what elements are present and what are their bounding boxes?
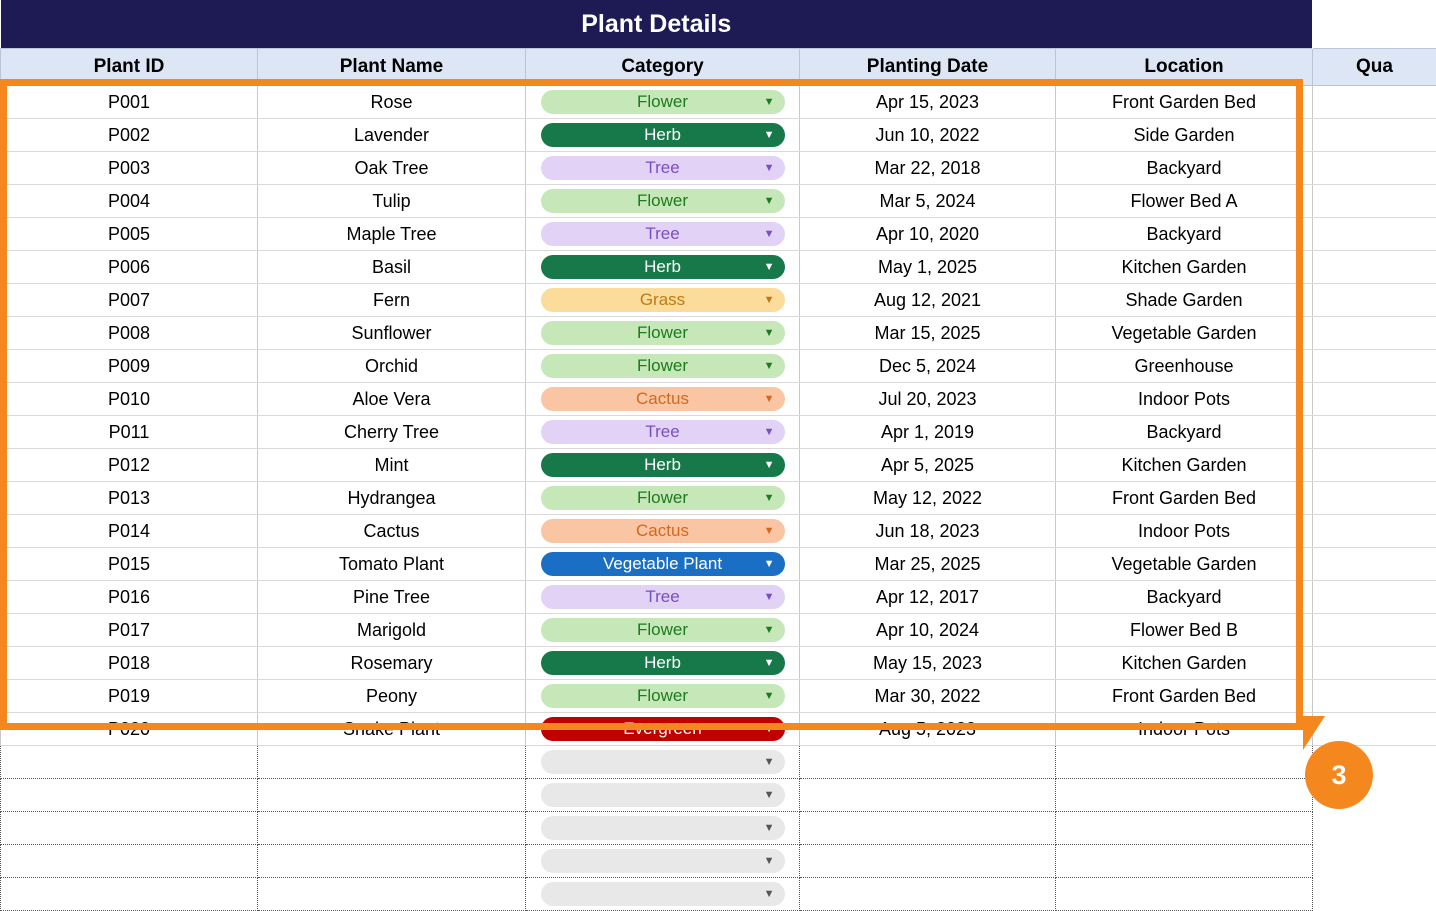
- cell-category[interactable]: [526, 713, 800, 746]
- cell-location[interactable]: Front Garden Bed: [1056, 680, 1313, 713]
- cell-planting-date[interactable]: Apr 1, 2019: [800, 416, 1056, 449]
- cell-location[interactable]: Front Garden Bed: [1056, 482, 1313, 515]
- cell-category[interactable]: [526, 845, 800, 878]
- cell-planting-date[interactable]: [800, 845, 1056, 878]
- category-chip[interactable]: Herb ▼: [541, 255, 785, 279]
- cell-planting-date[interactable]: Apr 10, 2020: [800, 218, 1056, 251]
- cell-location[interactable]: [1056, 878, 1313, 911]
- cell-category[interactable]: [526, 548, 800, 581]
- cell-planting-date[interactable]: Apr 5, 2025: [800, 449, 1056, 482]
- chevron-down-icon[interactable]: ▼: [764, 651, 775, 675]
- empty-table-row[interactable]: [1, 746, 1436, 779]
- cell-plant-name[interactable]: [258, 845, 526, 878]
- cell-plant-name[interactable]: Mint: [258, 449, 526, 482]
- cell-category[interactable]: [526, 185, 800, 218]
- category-chip[interactable]: Vegetable Plant ▼: [541, 552, 785, 576]
- cell-location[interactable]: Indoor Pots: [1056, 713, 1313, 746]
- category-chip-empty[interactable]: [541, 750, 785, 774]
- chevron-down-icon[interactable]: ▼: [764, 420, 775, 444]
- category-chip[interactable]: Flower ▼: [541, 354, 785, 378]
- page-title: Plant Details: [1, 0, 1313, 49]
- cell-quantity[interactable]: [1313, 647, 1436, 680]
- cell-planting-date[interactable]: May 1, 2025: [800, 251, 1056, 284]
- empty-table-row[interactable]: [1, 812, 1436, 845]
- chevron-down-icon[interactable]: ▼: [764, 486, 775, 510]
- chevron-down-icon[interactable]: ▼: [764, 123, 775, 147]
- category-chip[interactable]: Herb ▼: [541, 453, 785, 477]
- table-row[interactable]: [1, 317, 1436, 350]
- cell-location[interactable]: Backyard: [1056, 152, 1313, 185]
- cell-planting-date[interactable]: [800, 878, 1056, 911]
- cell-plant-name[interactable]: Rosemary: [258, 647, 526, 680]
- chevron-down-icon[interactable]: ▼: [764, 783, 775, 807]
- cell-planting-date[interactable]: Aug 5, 2023: [800, 713, 1056, 746]
- chevron-down-icon[interactable]: ▼: [764, 156, 775, 180]
- cell-location[interactable]: Vegetable Garden: [1056, 317, 1313, 350]
- cell-category[interactable]: [526, 779, 800, 812]
- cell-plant-id[interactable]: [1, 779, 258, 812]
- cell-planting-date[interactable]: Apr 15, 2023: [800, 86, 1056, 119]
- cell-quantity[interactable]: [1313, 251, 1436, 284]
- column-header-location[interactable]: Location: [1056, 49, 1313, 86]
- cell-location[interactable]: Flower Bed A: [1056, 185, 1313, 218]
- cell-plant-name[interactable]: Fern: [258, 284, 526, 317]
- cell-quantity[interactable]: [1313, 548, 1436, 581]
- cell-planting-date[interactable]: Mar 25, 2025: [800, 548, 1056, 581]
- cell-planting-date[interactable]: Jun 18, 2023: [800, 515, 1056, 548]
- empty-table-row[interactable]: [1, 845, 1436, 878]
- cell-plant-id[interactable]: [1, 878, 258, 911]
- cell-plant-id[interactable]: P006: [1, 251, 258, 284]
- cell-plant-name[interactable]: Snake Plant: [258, 713, 526, 746]
- table-header-row: [1, 49, 1436, 86]
- chevron-down-icon[interactable]: ▼: [764, 519, 775, 543]
- empty-table-row[interactable]: [1, 878, 1436, 911]
- column-header-category[interactable]: Category: [526, 49, 800, 86]
- cell-quantity[interactable]: [1313, 482, 1436, 515]
- chevron-down-icon[interactable]: ▼: [764, 552, 775, 576]
- cell-category[interactable]: [526, 482, 800, 515]
- cell-plant-id[interactable]: P020: [1, 713, 258, 746]
- cell-plant-name[interactable]: Sunflower: [258, 317, 526, 350]
- category-chip-empty[interactable]: [541, 816, 785, 840]
- category-chip[interactable]: Cactus ▼: [541, 387, 785, 411]
- table-row[interactable]: [1, 581, 1436, 614]
- cell-planting-date[interactable]: [800, 746, 1056, 779]
- cell-plant-name[interactable]: Aloe Vera: [258, 383, 526, 416]
- chevron-down-icon[interactable]: ▼: [764, 288, 775, 312]
- column-header-plant_name[interactable]: Plant Name: [258, 49, 526, 86]
- cell-quantity[interactable]: [1313, 878, 1436, 911]
- cell-location[interactable]: Greenhouse: [1056, 350, 1313, 383]
- cell-category[interactable]: [526, 383, 800, 416]
- table-row[interactable]: [1, 251, 1436, 284]
- cell-quantity[interactable]: [1313, 845, 1436, 878]
- table-row[interactable]: [1, 383, 1436, 416]
- cell-planting-date[interactable]: Jun 10, 2022: [800, 119, 1056, 152]
- cell-location[interactable]: Side Garden: [1056, 119, 1313, 152]
- cell-category[interactable]: [526, 746, 800, 779]
- cell-plant-id[interactable]: [1, 845, 258, 878]
- cell-category[interactable]: [526, 350, 800, 383]
- category-chip[interactable]: Tree ▼: [541, 222, 785, 246]
- table-row[interactable]: [1, 548, 1436, 581]
- cell-category[interactable]: [526, 581, 800, 614]
- cell-quantity[interactable]: [1313, 581, 1436, 614]
- chevron-down-icon[interactable]: ▼: [764, 585, 775, 609]
- table-row[interactable]: [1, 350, 1436, 383]
- cell-plant-name[interactable]: [258, 746, 526, 779]
- cell-category[interactable]: [526, 416, 800, 449]
- sheet-title-row: [1, 0, 1436, 49]
- cell-quantity[interactable]: [1313, 86, 1436, 119]
- cell-plant-id[interactable]: P010: [1, 383, 258, 416]
- column-header-planting_date[interactable]: Planting Date: [800, 49, 1056, 86]
- cell-plant-name[interactable]: Hydrangea: [258, 482, 526, 515]
- cell-plant-name[interactable]: Pine Tree: [258, 581, 526, 614]
- cell-quantity[interactable]: [1313, 383, 1436, 416]
- selection-badge: 3: [1305, 741, 1373, 809]
- table-row[interactable]: [1, 614, 1436, 647]
- chevron-down-icon[interactable]: ▼: [764, 453, 775, 477]
- cell-category[interactable]: [526, 251, 800, 284]
- cell-location[interactable]: [1056, 746, 1313, 779]
- category-chip[interactable]: Cactus ▼: [541, 519, 785, 543]
- cell-plant-id[interactable]: P012: [1, 449, 258, 482]
- cell-category[interactable]: [526, 647, 800, 680]
- category-chip-empty[interactable]: [541, 783, 785, 807]
- table-row[interactable]: [1, 449, 1436, 482]
- chevron-down-icon[interactable]: ▼: [764, 354, 775, 378]
- column-header-quantity[interactable]: Qua: [1313, 49, 1436, 86]
- table-row[interactable]: [1, 515, 1436, 548]
- cell-plant-id[interactable]: [1, 746, 258, 779]
- cell-plant-id[interactable]: P003: [1, 152, 258, 185]
- chevron-down-icon[interactable]: ▼: [764, 717, 775, 741]
- chevron-down-icon[interactable]: ▼: [764, 882, 775, 906]
- chevron-down-icon[interactable]: ▼: [764, 90, 775, 114]
- cell-planting-date[interactable]: Apr 12, 2017: [800, 581, 1056, 614]
- cell-plant-id[interactable]: [1, 812, 258, 845]
- table-row[interactable]: [1, 680, 1436, 713]
- chevron-down-icon[interactable]: ▼: [764, 618, 775, 642]
- table-row[interactable]: [1, 218, 1436, 251]
- cell-quantity[interactable]: [1313, 284, 1436, 317]
- cell-planting-date[interactable]: Mar 5, 2024: [800, 185, 1056, 218]
- cell-category[interactable]: [526, 614, 800, 647]
- chevron-down-icon[interactable]: ▼: [764, 321, 775, 345]
- cell-location[interactable]: Backyard: [1056, 416, 1313, 449]
- cell-plant-name[interactable]: Tomato Plant: [258, 548, 526, 581]
- category-chip[interactable]: Tree ▼: [541, 420, 785, 444]
- cell-category[interactable]: [526, 680, 800, 713]
- cell-location[interactable]: Backyard: [1056, 581, 1313, 614]
- cell-location[interactable]: Kitchen Garden: [1056, 251, 1313, 284]
- category-chip[interactable]: Grass ▼: [541, 288, 785, 312]
- cell-planting-date[interactable]: Aug 12, 2021: [800, 284, 1056, 317]
- cell-plant-id[interactable]: P009: [1, 350, 258, 383]
- cell-plant-id[interactable]: P018: [1, 647, 258, 680]
- table-row[interactable]: [1, 416, 1436, 449]
- cell-plant-name[interactable]: Tulip: [258, 185, 526, 218]
- category-chip[interactable]: Flower ▼: [541, 618, 785, 642]
- cell-plant-name[interactable]: Maple Tree: [258, 218, 526, 251]
- cell-plant-name[interactable]: [258, 812, 526, 845]
- cell-quantity[interactable]: [1313, 614, 1436, 647]
- cell-quantity[interactable]: [1313, 185, 1436, 218]
- cell-plant-id[interactable]: P013: [1, 482, 258, 515]
- cell-quantity[interactable]: [1313, 416, 1436, 449]
- table-row[interactable]: [1, 119, 1436, 152]
- chevron-down-icon[interactable]: ▼: [764, 816, 775, 840]
- chevron-down-icon[interactable]: ▼: [764, 387, 775, 411]
- cell-planting-date[interactable]: [800, 812, 1056, 845]
- cell-location[interactable]: Indoor Pots: [1056, 383, 1313, 416]
- cell-quantity[interactable]: [1313, 218, 1436, 251]
- cell-quantity[interactable]: [1313, 449, 1436, 482]
- cell-planting-date[interactable]: May 12, 2022: [800, 482, 1056, 515]
- cell-plant-id[interactable]: P015: [1, 548, 258, 581]
- cell-planting-date[interactable]: Mar 30, 2022: [800, 680, 1056, 713]
- cell-location[interactable]: Front Garden Bed: [1056, 86, 1313, 119]
- category-chip[interactable]: Tree ▼: [541, 585, 785, 609]
- chevron-down-icon[interactable]: ▼: [764, 222, 775, 246]
- cell-plant-name[interactable]: Orchid: [258, 350, 526, 383]
- column-header-plant_id[interactable]: Plant ID: [1, 49, 258, 86]
- cell-quantity[interactable]: [1313, 152, 1436, 185]
- cell-category[interactable]: [526, 119, 800, 152]
- cell-category[interactable]: [526, 515, 800, 548]
- cell-quantity[interactable]: [1313, 515, 1436, 548]
- category-chip[interactable]: Flower ▼: [541, 684, 785, 708]
- cell-category[interactable]: [526, 812, 800, 845]
- table-row[interactable]: [1, 284, 1436, 317]
- cell-plant-name[interactable]: Marigold: [258, 614, 526, 647]
- category-chip[interactable]: Evergreen ▼: [541, 717, 785, 741]
- cell-quantity[interactable]: [1313, 119, 1436, 152]
- table-row[interactable]: [1, 713, 1436, 746]
- cell-location[interactable]: Kitchen Garden: [1056, 647, 1313, 680]
- cell-quantity[interactable]: [1313, 317, 1436, 350]
- empty-table-row[interactable]: [1, 779, 1436, 812]
- category-chip-empty[interactable]: [541, 882, 785, 906]
- cell-plant-id[interactable]: P001: [1, 86, 258, 119]
- chevron-down-icon[interactable]: ▼: [764, 255, 775, 279]
- cell-quantity[interactable]: [1313, 812, 1436, 845]
- cell-planting-date[interactable]: [800, 779, 1056, 812]
- chevron-down-icon[interactable]: ▼: [764, 189, 775, 213]
- cell-planting-date[interactable]: Jul 20, 2023: [800, 383, 1056, 416]
- table-row[interactable]: [1, 86, 1436, 119]
- cell-planting-date[interactable]: Mar 22, 2018: [800, 152, 1056, 185]
- cell-plant-name[interactable]: [258, 779, 526, 812]
- chevron-down-icon[interactable]: ▼: [764, 849, 775, 873]
- cell-plant-id[interactable]: P011: [1, 416, 258, 449]
- category-chip[interactable]: Tree ▼: [541, 156, 785, 180]
- category-chip[interactable]: Flower ▼: [541, 321, 785, 345]
- cell-plant-name[interactable]: Basil: [258, 251, 526, 284]
- cell-plant-name[interactable]: Rose: [258, 86, 526, 119]
- cell-category[interactable]: [526, 878, 800, 911]
- cell-plant-name[interactable]: [258, 878, 526, 911]
- cell-location[interactable]: Kitchen Garden: [1056, 449, 1313, 482]
- cell-category[interactable]: [526, 449, 800, 482]
- chevron-down-icon[interactable]: ▼: [764, 684, 775, 708]
- cell-plant-id[interactable]: P008: [1, 317, 258, 350]
- category-chip[interactable]: Flower ▼: [541, 189, 785, 213]
- cell-location[interactable]: Backyard: [1056, 218, 1313, 251]
- cell-location[interactable]: [1056, 812, 1313, 845]
- cell-location[interactable]: Shade Garden: [1056, 284, 1313, 317]
- table-row[interactable]: [1, 482, 1436, 515]
- category-chip[interactable]: Herb ▼: [541, 123, 785, 147]
- cell-location[interactable]: Vegetable Garden: [1056, 548, 1313, 581]
- cell-plant-name[interactable]: Cactus: [258, 515, 526, 548]
- title-blank-cell: [1313, 0, 1436, 49]
- cell-quantity[interactable]: [1313, 713, 1436, 746]
- cell-planting-date[interactable]: May 15, 2023: [800, 647, 1056, 680]
- cell-plant-id[interactable]: P017: [1, 614, 258, 647]
- cell-plant-name[interactable]: Peony: [258, 680, 526, 713]
- cell-planting-date[interactable]: Apr 10, 2024: [800, 614, 1056, 647]
- cell-location[interactable]: [1056, 779, 1313, 812]
- cell-plant-id[interactable]: P002: [1, 119, 258, 152]
- cell-location[interactable]: [1056, 845, 1313, 878]
- table-row[interactable]: [1, 152, 1436, 185]
- cell-plant-id[interactable]: P016: [1, 581, 258, 614]
- cell-quantity[interactable]: [1313, 350, 1436, 383]
- cell-category[interactable]: [526, 317, 800, 350]
- cell-plant-id[interactable]: P007: [1, 284, 258, 317]
- cell-planting-date[interactable]: Mar 15, 2025: [800, 317, 1056, 350]
- category-chip[interactable]: Flower ▼: [541, 90, 785, 114]
- category-chip-empty[interactable]: [541, 849, 785, 873]
- cell-location[interactable]: Indoor Pots: [1056, 515, 1313, 548]
- cell-plant-name[interactable]: Oak Tree: [258, 152, 526, 185]
- cell-plant-id[interactable]: P014: [1, 515, 258, 548]
- cell-quantity[interactable]: [1313, 680, 1436, 713]
- cell-planting-date[interactable]: Dec 5, 2024: [800, 350, 1056, 383]
- cell-category[interactable]: [526, 86, 800, 119]
- category-chip[interactable]: Flower ▼: [541, 486, 785, 510]
- cell-plant-id[interactable]: P004: [1, 185, 258, 218]
- cell-category[interactable]: [526, 218, 800, 251]
- cell-plant-id[interactable]: P005: [1, 218, 258, 251]
- cell-plant-name[interactable]: Cherry Tree: [258, 416, 526, 449]
- table-row[interactable]: [1, 647, 1436, 680]
- cell-location[interactable]: Flower Bed B: [1056, 614, 1313, 647]
- cell-category[interactable]: [526, 152, 800, 185]
- cell-plant-name[interactable]: Lavender: [258, 119, 526, 152]
- cell-category[interactable]: [526, 284, 800, 317]
- table-row[interactable]: [1, 185, 1436, 218]
- cell-plant-id[interactable]: P019: [1, 680, 258, 713]
- category-chip[interactable]: Herb ▼: [541, 651, 785, 675]
- chevron-down-icon[interactable]: ▼: [764, 750, 775, 774]
